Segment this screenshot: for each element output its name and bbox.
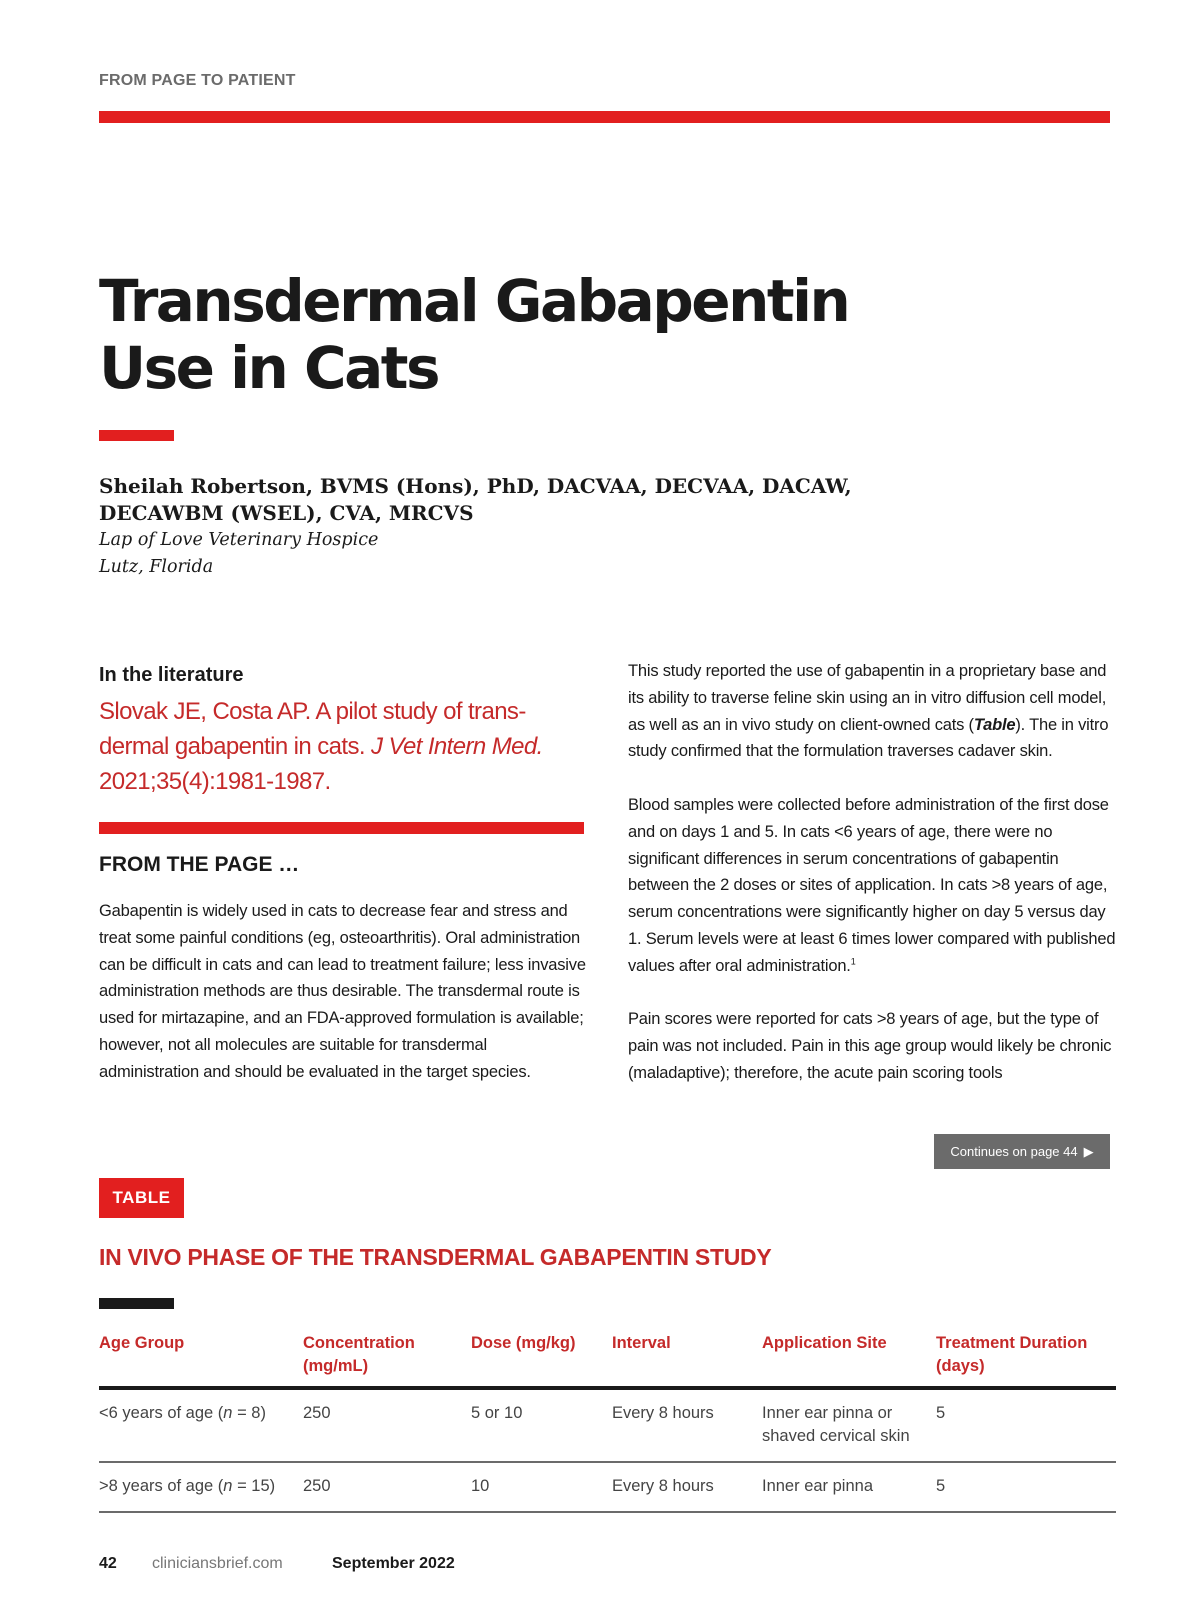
table-title: IN VIVO PHASE OF THE TRANSDERMAL GABAPENTIN STUDY	[99, 1244, 772, 1270]
issue-date: September 2022	[332, 1555, 455, 1572]
page-footer	[99, 1555, 455, 1573]
header-concentration-line2: (mg/mL)	[303, 1357, 369, 1375]
header-application-site: Application Site	[762, 1332, 936, 1388]
header-concentration-line1: Concentration	[303, 1334, 415, 1352]
continues-label: Continues on page 44	[950, 1144, 1078, 1159]
cell-age-count: = 15)	[232, 1477, 276, 1495]
author-location: Lutz, Florida	[99, 557, 214, 577]
cell-age-text: <6 years of age (	[99, 1404, 224, 1422]
cell-age-text: >8 years of age (	[99, 1477, 224, 1495]
cell-age-n: n	[223, 1404, 233, 1422]
cell-age-group	[99, 1462, 303, 1512]
author-name: Sheilah Robertson, BVMS (Hons), PhD, DACVAA, DECVAA, DACAW, DECAWBM (WSEL), CVA, MRCVS	[99, 474, 852, 525]
cell-duration: 5	[936, 1462, 1116, 1512]
table-header-row	[99, 1332, 1116, 1388]
cell-age-n: n	[223, 1477, 233, 1495]
cell-age-count: = 8)	[232, 1404, 266, 1422]
page-number: 42	[99, 1555, 117, 1572]
author-affiliation: Lap of Love Veterinary Hospice	[99, 530, 379, 550]
paragraph-blood-samples-text: Blood samples were collected before administration of the first dose and on days 1 and 5. In cats <6 years of age, there were no significant differences in serum concentrations of gabapentin between the 2 doses or sites of application. In cats >8 years of age, serum concentrations were significantly higher on day 5 versus day 1. Serum levels were at least 6 times lower compared with published values after oral administration.	[628, 795, 1116, 975]
table-title-divider	[99, 1298, 174, 1309]
cell-dose: 5 or 10	[471, 1388, 612, 1462]
study-table	[99, 1332, 1116, 1513]
section-label: FROM PAGE TO PATIENT	[99, 72, 296, 89]
literature-heading: In the literature	[99, 664, 244, 686]
cell-concentration: 250	[303, 1462, 471, 1512]
cell-site-line2: shaved cervical skin	[762, 1427, 910, 1445]
header-duration-line1: Treatment Duration	[936, 1334, 1088, 1352]
cell-dose: 10	[471, 1462, 612, 1512]
title-divider	[99, 430, 174, 441]
from-the-page-heading: FROM THE PAGE …	[99, 853, 300, 876]
header-treatment-duration	[936, 1332, 1116, 1388]
cell-age-group	[99, 1388, 303, 1462]
table-row	[99, 1388, 1116, 1462]
cell-concentration: 250	[303, 1388, 471, 1462]
right-column	[628, 658, 1118, 1114]
header-age-group: Age Group	[99, 1332, 303, 1388]
cell-duration: 5	[936, 1388, 1116, 1462]
top-divider	[99, 111, 1110, 123]
play-arrow-icon: ▶	[1083, 1143, 1094, 1159]
header-concentration	[303, 1332, 471, 1388]
citation	[99, 694, 579, 799]
paragraph-study-text-end: ). The in vitro study confirmed that the formulation traverses cadaver skin.	[628, 715, 1109, 761]
cell-application-site: Inner ear pinna	[762, 1462, 936, 1512]
cell-interval: Every 8 hours	[612, 1462, 762, 1512]
header-dose: Dose (mg/kg)	[471, 1332, 612, 1388]
citation-authors-title: Slovak JE, Costa AP. A pilot study of trans-dermal gabapentin in cats.	[99, 698, 526, 760]
table-badge: TABLE	[99, 1178, 184, 1218]
website-link[interactable]: cliniciansbrief.com	[152, 1555, 283, 1572]
table-reference-link[interactable]: Table	[973, 715, 1016, 734]
paragraph-study	[628, 658, 1118, 765]
paragraph-study-text: This study reported the use of gabapentin in a proprietary base and its ability to traverse feline skin using an in vitro diffusion cell model, as well as an in vivo study on client-owned cats (	[628, 662, 1107, 734]
literature-divider	[99, 822, 584, 834]
continues-button[interactable]	[934, 1134, 1110, 1169]
citation-volume: 2021;35(4):1981-1987.	[99, 768, 331, 795]
article-title-line-1: Transdermal Gabapentin	[99, 267, 849, 335]
article-title	[99, 268, 899, 402]
from-the-page-body: Gabapentin is widely used in cats to decrease fear and stress and treat some painful conditions (eg, osteoarthritis). Oral administration can be difficult in cats and can lead to treatment failure; less invasive administration methods are thus desirable. The transdermal route is used for mirtazapine, and an FDA-approved formulation is available; however, not all molecules are suitable for transdermal administration and should be evaluated in the target species.	[99, 902, 586, 1081]
paragraph-pain-scores: Pain scores were reported for cats >8 years of age, but the type of pain was not included. Pain in this age group would likely be chronic (maladaptive); therefore, the acute pain scoring tools	[628, 1010, 1112, 1082]
cell-application-site	[762, 1388, 936, 1462]
header-duration-line2: (days)	[936, 1357, 985, 1375]
paragraph-blood-samples	[628, 792, 1118, 980]
table-row	[99, 1462, 1116, 1512]
header-interval: Interval	[612, 1332, 762, 1388]
cell-interval: Every 8 hours	[612, 1388, 762, 1462]
article-title-line-2: Use in Cats	[99, 334, 438, 402]
footnote-ref[interactable]: 1	[850, 956, 856, 967]
cell-site-line1: Inner ear pinna or	[762, 1404, 893, 1422]
citation-journal: J Vet Intern Med.	[370, 733, 543, 760]
